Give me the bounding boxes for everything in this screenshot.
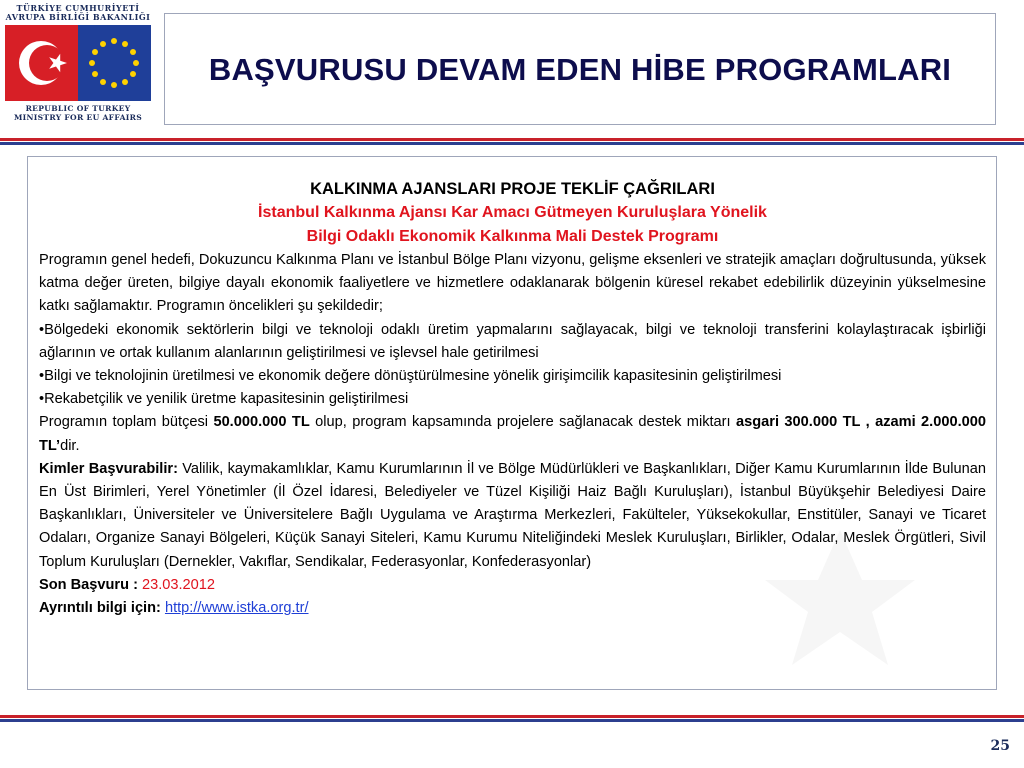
logo-bottom-line1: REPUBLIC OF TURKEY — [25, 104, 131, 113]
intro-paragraph: Programın genel hedefi, Dokuzuncu Kalkınma Planı ve İstanbul Bölge Planı vizyonu, gelişme eksenleri ve stratejik amaçları doğrultusunda, yüksek katma değer üreten, bilgiye dayalı ekonomik faaliyetlere ve hizmetlere odaklanarak bölgenin küresel rekabet edebilirlik düzeyinin yükselmesine katkı sağlamaktır. Programın öncelikleri şu şekildedir; — [39, 252, 986, 315]
program-name-line1: İstanbul Kalkınma Ajansı Kar Amacı Gütmeyen Kuruluşlara Yönelik — [258, 204, 767, 221]
info-label: Ayrıntılı bilgi için: — [39, 600, 165, 617]
budget-prefix: Programın toplam bütçesi — [39, 414, 214, 431]
footer-divider-red — [0, 715, 1024, 718]
eligible-paragraph — [39, 458, 986, 574]
eligible-text: Valilik, kaymakamlıklar, Kamu Kurumlarının İl ve Bölge Müdürlükleri ve Başkanlıkları, Diğer Kamu Kurumlarının İlde Bulunan En Üst Birimleri, Yerel Yönetimler (İl Özel İdaresi, Belediyeler ve Tüzel Kişiliği Haiz Bağlı Kuruluşları), İstanbul Büyükşehir Belediyesi Daire Başkanlıkları, Üniversiteler ve Üniversitelere Bağlı Uygulama ve Araştırma Merkezleri, Fakülteler, Yüksekokullar, Enstitüler, Sanayi ve Ticaret Odaları, Organize Sanayi Bölgeleri, Küçük Sanayi Siteleri, Kamu Kurumu Niteliğindeki Meslek Kuruluşları, Birlikler, Odalar, Meslek Örgütleri, Sivil Toplum Kuruluşları (Dernekler, Vakıflar, Sendikalar, Federasyonlar, Konfederasyonlar) — [39, 460, 986, 570]
page-number: 25 — [990, 738, 1010, 754]
budget-range: asgari 300.000 TL , azami 2.000.000 TL’ — [39, 414, 986, 454]
bullet-item: •Rekabetçilik ve yenilik üretme kapasitesinin geliştirilmesi — [39, 391, 409, 408]
footer-divider-blue — [0, 719, 1024, 722]
logo-top-line1: TÜRKİYE CUMHURİYETİ — [16, 3, 140, 13]
budget-middle: olup, program kapsamında projelere sağlanacak destek miktarı — [309, 414, 737, 431]
logo-top-line2: AVRUPA BİRLİĞİ BAKANLIĞI — [5, 12, 151, 22]
page-title: BAŞVURUSU DEVAM EDEN HİBE PROGRAMLARI — [208, 52, 952, 87]
header-divider-red — [0, 138, 1024, 141]
budget-total: 50.000.000 TL — [213, 414, 310, 431]
logo-bottom-line2: MINISTRY FOR EU AFFAIRS — [13, 113, 143, 122]
content-heading: KALKINMA AJANSLARI PROJE TEKLİF ÇAĞRILARI — [310, 180, 715, 198]
deadline-value: 23.03.2012 — [141, 576, 216, 593]
logo-flags — [5, 25, 151, 101]
turkey-flag-icon — [5, 25, 78, 101]
bullet-item: •Bilgi ve teknolojinin üretilmesi ve ekonomik değere dönüştürülmesine yönelik girişimcilik kapasitesinin geliştirilmesi — [39, 368, 782, 385]
info-line — [39, 597, 986, 620]
budget-suffix: dir. — [60, 437, 80, 454]
bullet-item: •Bölgedeki ekonomik sektörlerin bilgi ve teknoloji odaklı üretim yapmalarını sağlayacak, bilgi ve teknoloji transferini kolaylaştıracak işbirliği ağlarının ve ortak kullanım alanlarının geliştirilmesi ve işlevsel hale getirilmesi — [39, 321, 986, 361]
deadline-label: Son Başvuru : — [39, 576, 142, 593]
info-link[interactable]: http://www.istka.org.tr/ — [164, 600, 309, 617]
eu-flag-icon — [78, 25, 151, 101]
program-name-line2: Bilgi Odaklı Ekonomik Kalkınma Mali Destek Programı — [306, 228, 719, 245]
header-divider-blue — [0, 142, 1024, 145]
deadline-line — [39, 574, 986, 597]
budget-paragraph — [39, 411, 986, 457]
content-box — [27, 156, 997, 690]
eligible-label: Kimler Başvurabilir: — [39, 460, 178, 477]
title-box — [164, 13, 996, 125]
ministry-logo — [4, 4, 152, 126]
